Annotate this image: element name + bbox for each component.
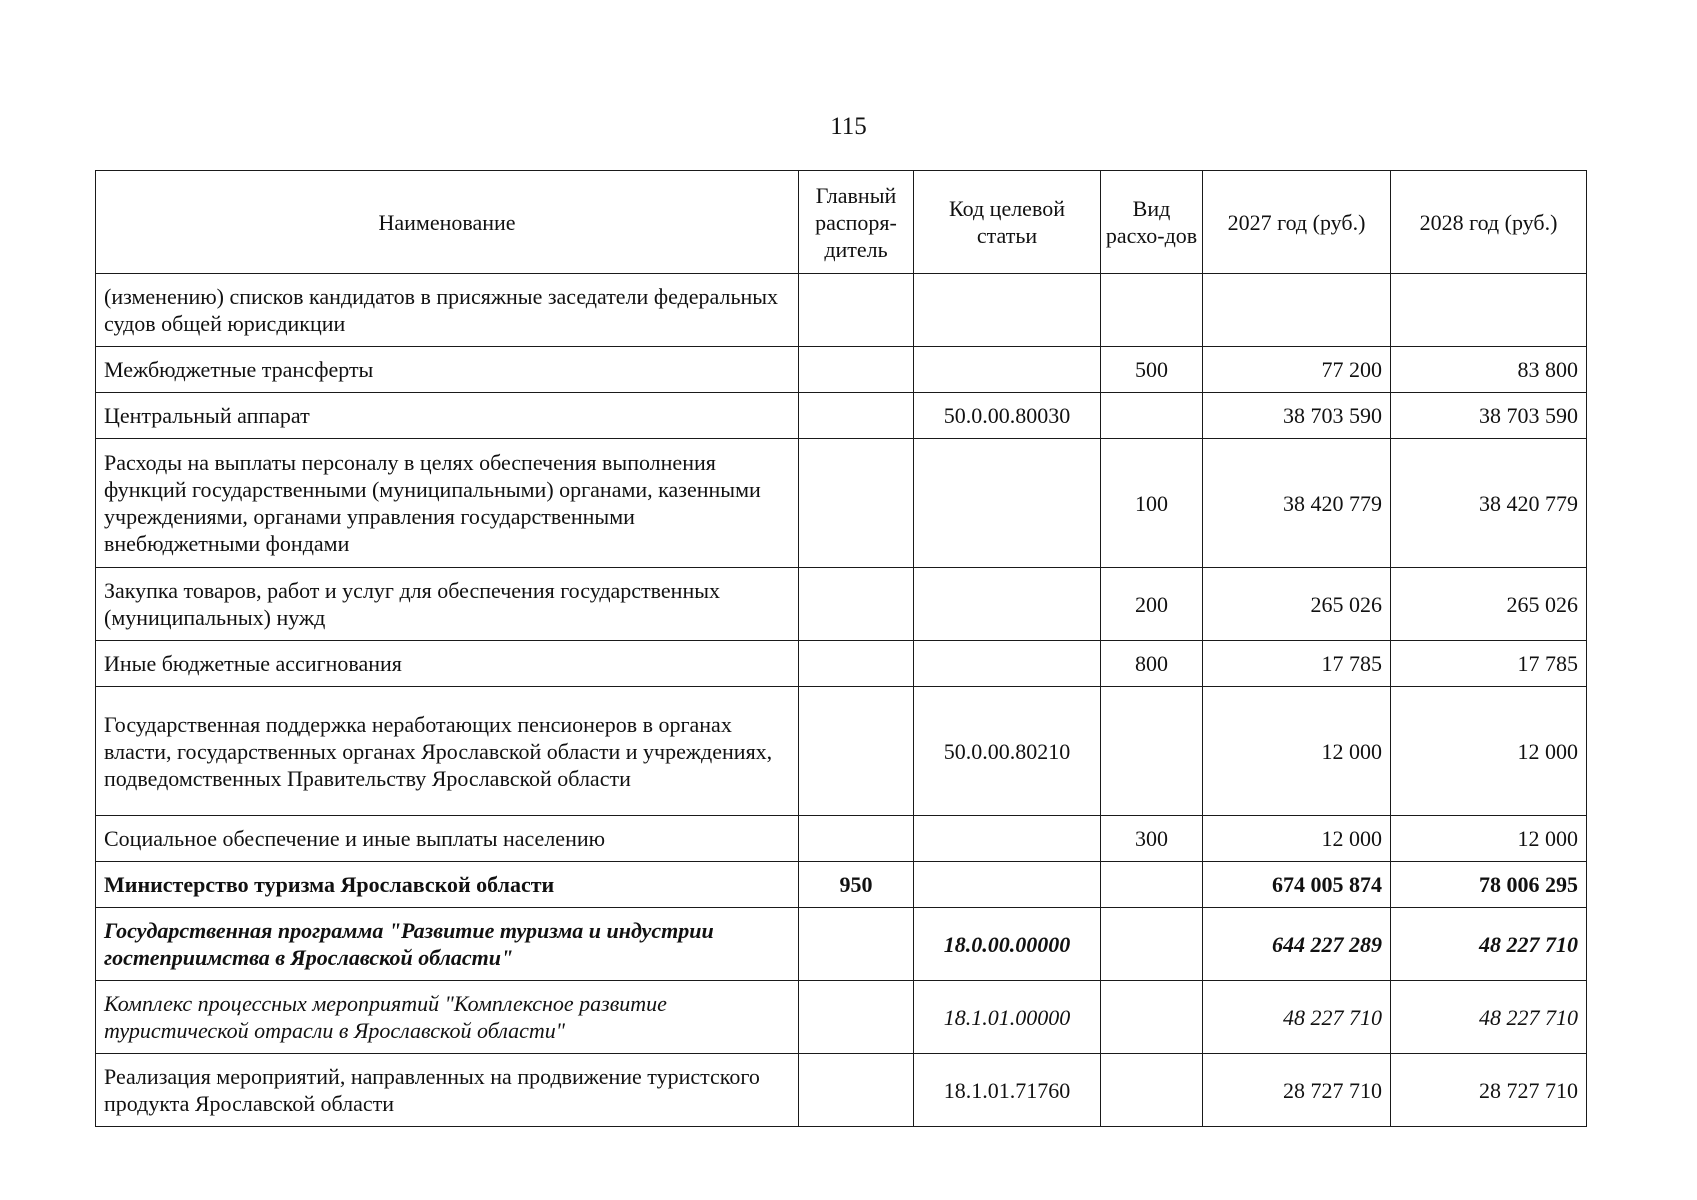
cell-2028 xyxy=(1391,274,1587,347)
cell-2027: 28 727 710 xyxy=(1203,1054,1391,1127)
table-header-row xyxy=(96,171,1587,274)
table-row xyxy=(96,568,1587,641)
cell-name: Социальное обеспечение и иные выплаты населению xyxy=(96,816,799,862)
table-row xyxy=(96,981,1587,1054)
cell-2027: 38 703 590 xyxy=(1203,393,1391,439)
cell-2027: 12 000 xyxy=(1203,687,1391,816)
cell-chief xyxy=(799,981,914,1054)
cell-type xyxy=(1101,687,1203,816)
cell-type: 500 xyxy=(1101,347,1203,393)
cell-code xyxy=(914,568,1101,641)
cell-name: Государственная программа "Развитие туризма и индустрии гостеприимства в Ярославской области" xyxy=(96,908,799,981)
cell-code: 18.1.01.71760 xyxy=(914,1054,1101,1127)
cell-code xyxy=(914,862,1101,908)
cell-code: 18.0.00.00000 xyxy=(914,908,1101,981)
cell-name: Министерство туризма Ярославской области xyxy=(96,862,799,908)
header-name: Наименование xyxy=(96,171,799,274)
cell-chief xyxy=(799,816,914,862)
cell-2028: 12 000 xyxy=(1391,816,1587,862)
cell-type: 800 xyxy=(1101,641,1203,687)
cell-name: (изменению) списков кандидатов в присяжные заседатели федеральных судов общей юрисдикции xyxy=(96,274,799,347)
cell-name: Государственная поддержка неработающих пенсионеров в органах власти, государственных органах Ярославской области и учреждениях, подведомственных Правительству Ярославской области xyxy=(96,687,799,816)
cell-2028: 17 785 xyxy=(1391,641,1587,687)
header-target-code: Код целевой статьи xyxy=(914,171,1101,274)
cell-name: Реализация мероприятий, направленных на продвижение туристского продукта Ярославской области xyxy=(96,1054,799,1127)
cell-code xyxy=(914,347,1101,393)
cell-2028: 48 227 710 xyxy=(1391,908,1587,981)
cell-code xyxy=(914,274,1101,347)
cell-name: Комплекс процессных мероприятий "Комплексное развитие туристической отрасли в Ярославской области" xyxy=(96,981,799,1054)
cell-type: 100 xyxy=(1101,439,1203,568)
cell-name: Иные бюджетные ассигнования xyxy=(96,641,799,687)
cell-name: Межбюджетные трансферты xyxy=(96,347,799,393)
cell-type xyxy=(1101,393,1203,439)
cell-type xyxy=(1101,862,1203,908)
table-row xyxy=(96,687,1587,816)
table-row xyxy=(96,393,1587,439)
cell-2028: 38 420 779 xyxy=(1391,439,1587,568)
table-row xyxy=(96,439,1587,568)
cell-type xyxy=(1101,274,1203,347)
budget-table xyxy=(95,170,1587,1127)
cell-2027 xyxy=(1203,274,1391,347)
header-expense-type: Вид расхо-дов xyxy=(1101,171,1203,274)
cell-2027: 17 785 xyxy=(1203,641,1391,687)
cell-chief xyxy=(799,908,914,981)
cell-2027: 12 000 xyxy=(1203,816,1391,862)
table-row xyxy=(96,274,1587,347)
cell-name: Закупка товаров, работ и услуг для обеспечения государственных (муниципальных) нужд xyxy=(96,568,799,641)
cell-2028: 38 703 590 xyxy=(1391,393,1587,439)
table-row xyxy=(96,862,1587,908)
cell-2027: 77 200 xyxy=(1203,347,1391,393)
cell-2027: 38 420 779 xyxy=(1203,439,1391,568)
table-row xyxy=(96,641,1587,687)
cell-type: 300 xyxy=(1101,816,1203,862)
header-chief-manager: Главный распоря-дитель xyxy=(799,171,914,274)
cell-code: 50.0.00.80030 xyxy=(914,393,1101,439)
cell-name: Центральный аппарат xyxy=(96,393,799,439)
cell-code: 50.0.00.80210 xyxy=(914,687,1101,816)
cell-chief xyxy=(799,439,914,568)
cell-2028: 265 026 xyxy=(1391,568,1587,641)
cell-chief xyxy=(799,1054,914,1127)
cell-2028: 28 727 710 xyxy=(1391,1054,1587,1127)
header-year-2028: 2028 год (руб.) xyxy=(1391,171,1587,274)
cell-chief: 950 xyxy=(799,862,914,908)
cell-2027: 674 005 874 xyxy=(1203,862,1391,908)
cell-type xyxy=(1101,981,1203,1054)
cell-code xyxy=(914,439,1101,568)
cell-chief xyxy=(799,568,914,641)
page-number: 115 xyxy=(830,113,867,140)
cell-chief xyxy=(799,687,914,816)
cell-type: 200 xyxy=(1101,568,1203,641)
cell-2028: 78 006 295 xyxy=(1391,862,1587,908)
cell-type xyxy=(1101,908,1203,981)
cell-2028: 83 800 xyxy=(1391,347,1587,393)
table-row xyxy=(96,1054,1587,1127)
cell-name: Расходы на выплаты персоналу в целях обеспечения выполнения функций государственными (муниципальными) органами, казенными учреждениями, органами управления государственными внебюджетными фондами xyxy=(96,439,799,568)
cell-chief xyxy=(799,274,914,347)
cell-2028: 48 227 710 xyxy=(1391,981,1587,1054)
cell-type xyxy=(1101,1054,1203,1127)
cell-chief xyxy=(799,641,914,687)
cell-2028: 12 000 xyxy=(1391,687,1587,816)
cell-code xyxy=(914,641,1101,687)
cell-code xyxy=(914,816,1101,862)
table-row xyxy=(96,347,1587,393)
cell-2027: 644 227 289 xyxy=(1203,908,1391,981)
cell-2027: 48 227 710 xyxy=(1203,981,1391,1054)
cell-code: 18.1.01.00000 xyxy=(914,981,1101,1054)
cell-chief xyxy=(799,347,914,393)
cell-chief xyxy=(799,393,914,439)
header-year-2027: 2027 год (руб.) xyxy=(1203,171,1391,274)
table-row xyxy=(96,816,1587,862)
cell-2027: 265 026 xyxy=(1203,568,1391,641)
table-row xyxy=(96,908,1587,981)
